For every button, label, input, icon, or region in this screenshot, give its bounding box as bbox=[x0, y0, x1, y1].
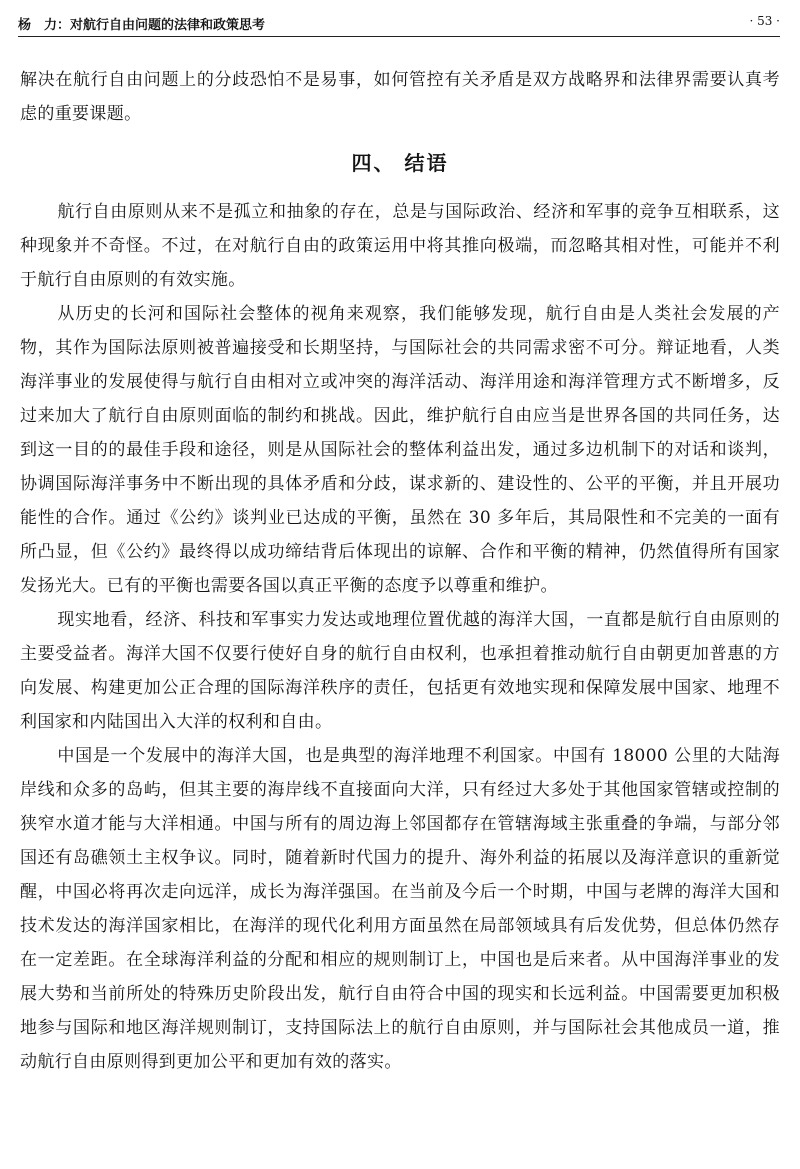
paragraph-3: 现实地看，经济、科技和军事实力发达或地理位置优越的海洋大国，一直都是航行自由原则的主要受益者。海洋大国不仅要行使好自身的航行自由权利，也承担着推动航行自由朝更加普惠的方向发展、构建更加公正合理的国际海洋秩序的责任，包括更有效地实现和保障发展中国家、地理不利国家和内陆国出入大洋的权利和自由。 bbox=[20, 610, 780, 732]
header-title: 杨 力：对航行自由问题的法律和政策思考 bbox=[18, 18, 266, 33]
running-header bbox=[18, 12, 780, 37]
page-number: · 53 · bbox=[749, 14, 780, 28]
paragraph-4: 中国是一个发展中的海洋大国，也是典型的海洋地理不利国家。中国有 18000 公里的大陆海岸线和众多的岛屿，但其主要的海岸线不直接面向大洋，只有经过大多处于其他国家管辖或控制的狭窄水道才能与大洋相通。中国与所有的周边海上邻国都存在管辖海域主张重叠的争端，与部分邻国还有岛礁领土主权争议。同时，随着新时代国力的提升、海外利益的拓展以及海洋意识的重新觉醒，中国必将再次走向远洋，成长为海洋强国。在当前及今后一个时期，中国与老牌的海洋大国和技术发达的海洋国家相比，在海洋的现代化利用方面虽然在局部领域具有后发优势，但总体仍然存在一定差距。在全球海洋利益的分配和相应的规则制订上，中国也是后来者。从中国海洋事业的发展大势和当前所处的特殊历史阶段出发，航行自由符合中国的现实和长远利益。中国需要更加积极地参与国际和地区海洋规则制订，支持国际法上的航行自由原则，并与国际社会其他成员一道，推动航行自由原则得到更加公平和更加有效的落实。 bbox=[20, 746, 780, 1072]
body-text bbox=[20, 63, 780, 1079]
paragraph-2: 从历史的长河和国际社会整体的视角来观察，我们能够发现，航行自由是人类社会发展的产物，其作为国际法原则被普遍接受和长期坚持，与国际社会的共同需求密不可分。辩证地看，人类海洋事业的发展使得与航行自由相对立或冲突的海洋活动、海洋用途和海洋管理方式不断增多，反过来加大了航行自由原则面临的制约和挑战。因此，维护航行自由应当是世界各国的共同任务，达到这一目的的最佳手段和途径，则是从国际社会的整体利益出发，通过多边机制下的对话和谈判，协调国际海洋事务中不断出现的具体矛盾和分歧，谋求新的、建设性的、公平的平衡，并且开展功能性的合作。通过《公约》谈判业已达成的平衡，虽然在 30 多年后，其局限性和不完美的一面有所凸显，但《公约》最终得以成功缔结背后体现出的谅解、合作和平衡的精神，仍然值得所有国家发扬光大。已有的平衡也需要各国以真正平衡的态度予以尊重和维护。 bbox=[20, 304, 780, 596]
lead-paragraph: 解决在航行自由问题上的分歧恐怕不是易事，如何管控有关矛盾是双方战略界和法律界需要认真考虑的重要课题。 bbox=[20, 70, 780, 124]
section-heading: 四、 结语 bbox=[351, 151, 449, 175]
paragraph-1: 航行自由原则从来不是孤立和抽象的存在，总是与国际政治、经济和军事的竞争互相联系，这种现象并不奇怪。不过，在对航行自由的政策运用中将其推向极端，而忽略其相对性，可能并不利于航行自由原则的有效实施。 bbox=[20, 202, 780, 290]
